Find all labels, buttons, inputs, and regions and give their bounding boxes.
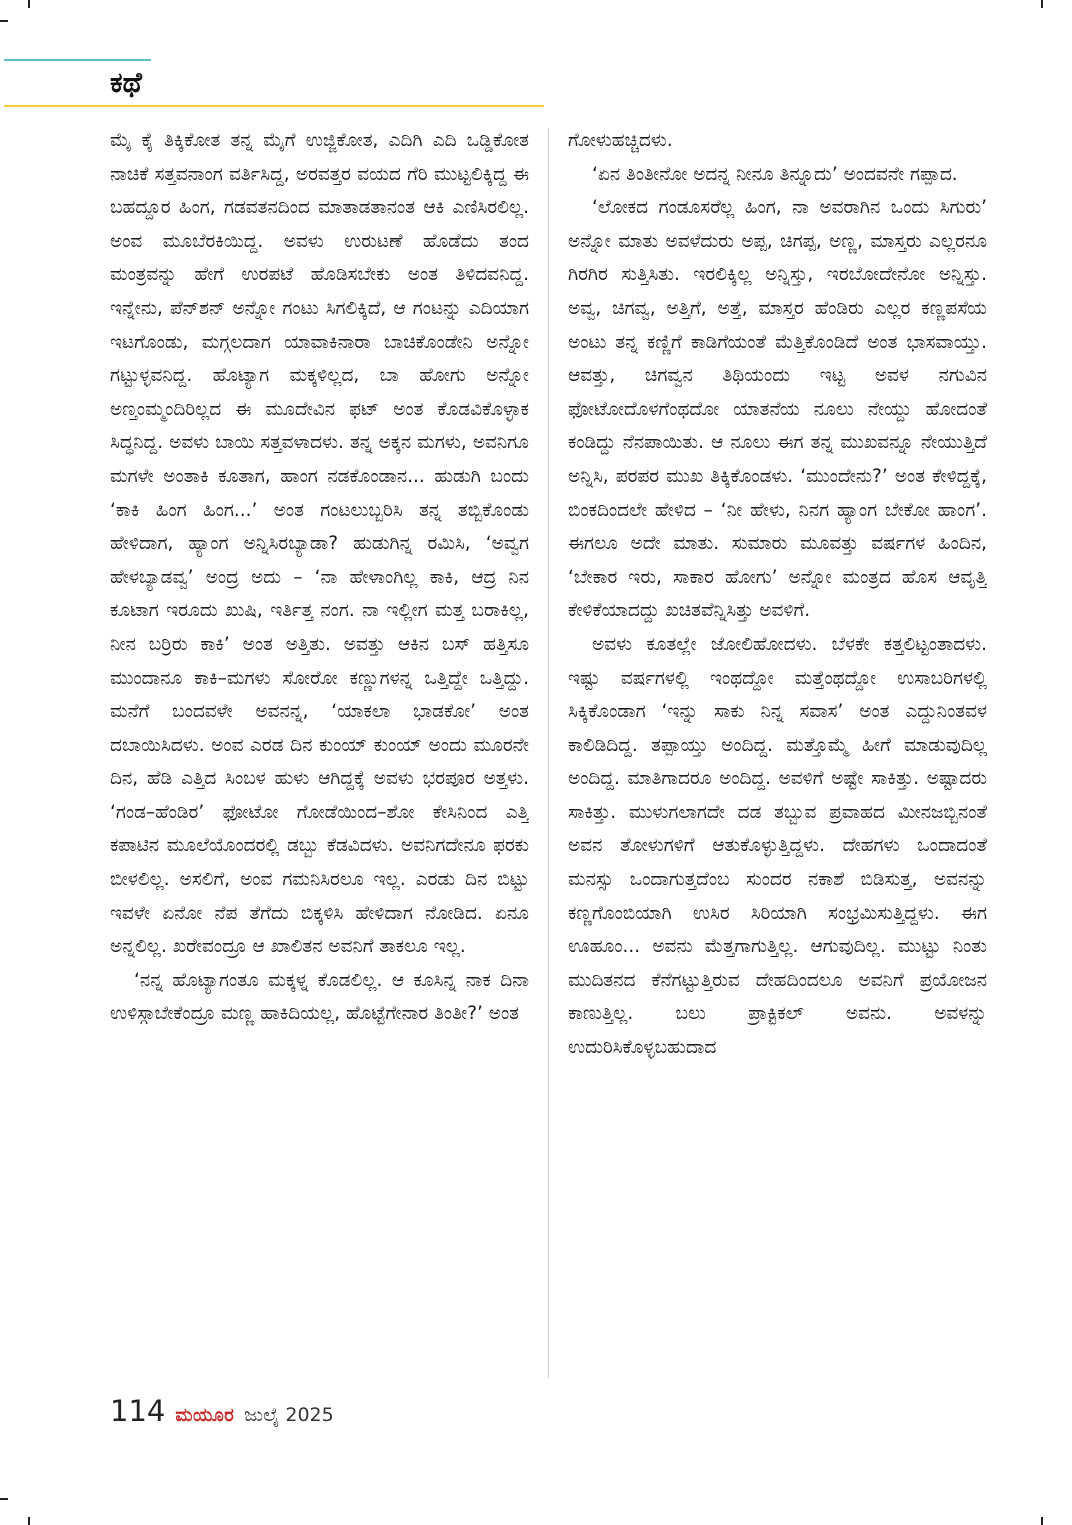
column-divider bbox=[548, 128, 549, 1378]
paragraph: ಮೈ ಕೈ ತಿಕ್ಕಿಕೋತ ತನ್ನ ಮೈಗೆ ಉಜ್ಜಿಕೋತ, ಎದಿಗಿ ಎದಿ ಒಡ್ಡಿಕೋತ ನಾಚಿಕೆ ಸತ್ತವನಾಂಗ ವರ್ತಿಸಿದ್ದ, ಅರವತ್ತರ ವಯದ ಗೆರಿ ಮುಟ್ಟಲಿಕ್ಕಿದ್ದ ಈ ಬಹದ್ದೂರ ಹಿಂಗ, ಗಡವತನದಿಂದ ಮಾತಾಡತಾನಂತ ಆಕಿ ಎಣಿಸಿರಲಿಲ್ಲ. ಅಂವ ಮೂಬೆರಕಿಯಿದ್ದ. ಅವಳು ಉರುಟಣೆ ಹೊಡೆದು ತಂದ ಮಂತ್ರವನ್ನು ಹೇಗೆ ಉರಪಟೆ ಹೊಡಿಸಬೇಕು ಅಂತ ತಿಳಿದವನಿದ್ದ. ಇನ್ನೇನು, ಪೆನ್‌ಶನ್ ಅನ್ನೋ ಗಂಟು ಸಿಗಲಿಕ್ಕಿದೆ, ಆ ಗಂಟನ್ನು ಎದಿಯಾಗ ಇಟಗೊಂಡು, ಮಗ್ಗಲದಾಗ ಯಾವಾಕಿನಾರಾ ಬಾಚಿಕೊಂಡೇನಿ ಅನ್ನೋ ಗಟ್ಟುಳ್ಳವನಿದ್ದ. ಹೊಟ್ಯಾಗ ಮಕ್ಕಳಿಲ್ಲದ, ಬಾ ಹೋಗು ಅನ್ನೋ ಅಣ್ತಂಮ್ಮಂದಿರಿಲ್ಲದ ಈ ಮೂದೇವಿನ ಫಟ್ ಅಂತ ಕೊಡವಿಕೊಳ್ಳಾಕ ಸಿದ್ಧನಿದ್ದ. ಅವಳು ಬಾಯಿ ಸತ್ತವಳಾದಳು. ತನ್ನ ಅಕ್ಕನ ಮಗಳು, ಅವನಿಗೂ ಮಗಳೇ ಅಂತಾಕಿ ಕೂತಾಗ, ಹಾಂಗ ನಡಕೊಂಡಾನ... ಹುಡುಗಿ ಬಂದು ‘ಕಾಕಿ ಹಿಂಗ ಹಿಂಗ...’ ಅಂತ ಗಂಟಲುಬ್ಬರಿಸಿ ತನ್ನ ತಬ್ಬಿಕೊಂಡು ಹೇಳಿದಾಗ, ಹ್ಯಾಂಗ ಅನ್ನಿಸಿರಬ್ಯಾಡಾ? ಹುಡುಗಿನ್ನ ರಮಿಸಿ, ‘ಅವ್ವಗ ಹೇಳಬ್ಯಾಡವ್ವ’ ಅಂದ್ರ ಅದು – ‘ನಾ ಹೇಳಾಂಗಿಲ್ಲ ಕಾಕಿ, ಆದ್ರ ನಿನ ಕೂಟಾಗ ಇರೂದು ಖುಷಿ, ಇರ್ತಿತ್ತ ನಂಗ. ನಾ ಇಲ್ಲೀಗ ಮತ್ತ ಬರಾಕಿಲ್ಲ, ನೀನ ಬರ್ರಿರು ಕಾಕಿ’ ಅಂತ ಅತ್ತಿತು. ಅವತ್ತು ಆಕಿನ ಬಸ್ ಹತ್ತಿಸೂ ಮುಂದಾನೂ ಕಾಕಿ–ಮಗಳು ಸೋರೋ ಕಣ್ಣುಗಳನ್ನ ಒತ್ತಿದ್ದೇ ಒತ್ತಿದ್ದು. ಮನೆಗೆ ಬಂದವಳೇ ಅವನನ್ನ, ‘ಯಾಕಲಾ ಭಾಡಕೋ’ ಅಂತ ದಬಾಯಿಸಿದಳು. ಅಂವ ಎರಡ ದಿನ ಕುಂಯ್ ಕುಂಯ್ ಅಂದು ಮೂರನೇ ದಿನ, ಹೆಡಿ ಎತ್ತಿದ ಸಿಂಬಳ ಹುಳು ಆಗಿದ್ದಕ್ಕೆ ಅವಳು ಭರಪೂರ ಅತ್ತಳು. ‘ಗಂಡ–ಹೆಂಡಿರ’ ಫೋಟೋ ಗೋಡೆಯಿಂದ–ಶೋ ಕೇಸಿನಿಂದ ಎತ್ತಿ ಕಪಾಟಿನ ಮೂಲೆಯೊಂದರಲ್ಲಿ ಡಬ್ಬು ಕೆಡವಿದಳು. ಅವನಿಗದೇನೂ ಫರಕು ಬೀಳಲಿಲ್ಲ. ಅಸಲಿಗೆ, ಅಂವ ಗಮನಿಸಿರಲೂ ಇಲ್ಲ. ಎರಡು ದಿನ ಬಿಟ್ಟು ಇವಳೇ ಏನೋ ನೆಪ ತೆಗೆದು ಬಿಕ್ಕಳಿಸಿ ಹೇಳಿದಾಗ ನೋಡಿದ. ಏನೂ ಅನ್ನಲಿಲ್ಲ. ಖರೇವಂದ್ರೂ ಆ ಖಾಲಿತನ ಅವನಿಗೆ ತಾಕಲೂ ಇಲ್ಲ. bbox=[110, 130, 529, 958]
crop-mark bbox=[28, 0, 30, 8]
issue-date: ಜುಲೈ 2025 bbox=[244, 1404, 334, 1426]
paragraph: ಅವಳು ಕೂತಲ್ಲೇ ಜೋಲಿಹೋದಳು. ಬೆಳಕೇ ಕತ್ತಲಿಟ್ಟಂತಾದಳು. ಇಷ್ಟು ವರ್ಷಗಳಲ್ಲಿ ಇಂಥದ್ದೋ ಮತ್ತೆಂಥದ್ದೋ ಉಸಾಬರಿಗಳಲ್ಲಿ ಸಿಕ್ಕಿಕೊಂಡಾಗ ‘ಇನ್ನು ಸಾಕು ನಿನ್ನ ಸವಾಸ’ ಅಂತ ಎದ್ದುನಿಂತವಳ ಕಾಲಿಡಿದಿದ್ದ. ತಪ್ಪಾಯ್ತು ಅಂದಿದ್ದ. ಮತ್ತೊಮ್ಮೆ ಹೀಗೆ ಮಾಡುವುದಿಲ್ಲ ಅಂದಿದ್ದ. ಮಾತಿಗಾದರೂ ಅಂದಿದ್ದ. ಅವಳಿಗೆ ಅಷ್ಟೇ ಸಾಕಿತ್ತು. ಅಷ್ಟಾದರು ಸಾಕಿತ್ತು. ಮುಳುಗಲಾಗದೇ ದಡ ತಬ್ಬುವ ಪ್ರವಾಹದ ಮೀನಜಬ್ಬಿನಂತೆ ಅವನ ತೋಳುಗಳಿಗೆ ಆತುಕೊಳ್ಳುತ್ತಿದ್ದಳು. ದೇಹಗಳು ಒಂದಾದಂತೆ ಮನಸ್ಸು ಒಂದಾಗುತ್ತದೆಂಬ ಸುಂದರ ನಕಾಶೆ ಬಿಡಿಸುತ್ತ, ಅವನನ್ನು ಕಣ್ಣಗೊಂಬಿಯಾಗಿ ಉಸಿರ ಸಿರಿಯಾಗಿ ಸಂಭ್ರಮಿಸುತ್ತಿದ್ದಳು. ಈಗ ಊಹೂಂ... ಅವನು ಮೆತ್ತಗಾಗುತ್ತಿಲ್ಲ. ಆಗುವುದಿಲ್ಲ. ಮುಟ್ಟು ನಿಂತು ಮುದಿತನದ ಕೆನೆಗಟ್ಟುತ್ತಿರುವ ದೇಹದಿಂದಲೂ ಅವನಿಗೆ ಪ್ರಯೋಜನ ಕಾಣುತ್ತಿಲ್ಲ. ಬಲು ಪ್ರಾಕ್ಟಿಕಲ್ ಅವನು. ಅವಳನ್ನು ಉದುರಿಸಿಕೊಳ್ಳಬಹುದಾದ bbox=[568, 633, 987, 1059]
paragraph: ‘ನನ್ನ ಹೊಟ್ಯಾಗಂತೂ ಮಕ್ಕಳ್ನ ಕೊಡಲಿಲ್ಲ. ಆ ಕೂಸಿನ್ನ ನಾಕ ದಿನಾ ಉಳಿಸ್ಗಾಬೇಕೆಂದ್ರೂ ಮಣ್ಣ ಹಾಕಿದಿಯಲ್ಲ, ಹೊಟ್ಟೆಗೇನಾರ ತಿಂತೀ?’ ಅಂತ bbox=[110, 969, 529, 1025]
crop-mark bbox=[0, 1498, 8, 1500]
text-column-left bbox=[110, 124, 529, 1380]
crop-mark bbox=[1041, 1517, 1043, 1525]
header-underline-rule bbox=[4, 105, 544, 107]
paragraph: ‘ಲೋಕದ ಗಂಡೂಸರೆಲ್ಲ ಹಿಂಗ, ನಾ ಅವರಾಗಿನ ಒಂದು ಸಿಗುರು’ ಅನ್ನೋ ಮಾತು ಅವಳೆದುರು ಅಪ್ಪ, ಚಿಗಪ್ಪ, ಅಣ್ಣ, ಮಾಸ್ತರು ಎಲ್ಲರನೂ ಗಿರಗಿರ ಸುತ್ತಿಸಿತು. ಇರಲಿಕ್ಕಿಲ್ಲ ಅನ್ನಿಸ್ತು, ಇರಬೋದೇನೋ ಅನ್ನಿಸ್ತು. ಅವ್ವ, ಚಿಗವ್ವ, ಅತ್ತಿಗೆ, ಅತ್ತೆ, ಮಾಸ್ತರ ಹೆಂಡಿರು ಎಲ್ಲರ ಕಣ್ಣಪಸೆಯ ಅಂಟು ತನ್ನ ಕಣ್ಣಿಗೆ ಕಾಡಿಗೆಯಂತೆ ಮೆತ್ತಿಕೊಂಡಿದೆ ಅಂತ ಭಾಸವಾಯ್ತು. ಆವತ್ತು, ಚಿಗವ್ವನ ತಿಥಿಯಂದು ಇಟ್ಟ ಅವಳ ನಗುವಿನ ಫೋಟೋದೊಳಗೆಂಥದೋ ಯಾತನೆಯ ನೂಲು ನೇಯ್ದು ಹೋದಂತೆ ಕಂಡಿದ್ದು ನೆನಪಾಯಿತು. ಆ ನೂಲು ಈಗ ತನ್ನ ಮುಖವನ್ನೂ ನೇಯುತ್ತಿದೆ ಅನ್ನಿಸಿ, ಪರಪರ ಮುಖ ತಿಕ್ಕಿಕೊಂಡಳು. ‘ಮುಂದೇನು?’ ಅಂತ ಕೇಳಿದ್ದಕ್ಕೆ, ಬಿಂಕದಿಂದಲೇ ಹೇಳಿದ – ‘ನೀ ಹೇಳು, ನಿನಗ ಹ್ಯಾಂಗ ಬೇಕೋ ಹಾಂಗ’. ಈಗಲೂ ಅದೇ ಮಾತು. ಸುಮಾರು ಮೂವತ್ತು ವರ್ಷಗಳ ಹಿಂದಿನ, ‘ಬೇಕಾರ ಇರು, ಸಾಕಾರ ಹೋಗು’ ಅನ್ನೋ ಮಂತ್ರದ ಹೊಸ ಆವೃತ್ತಿ ಕೇಳಿಕೆಯಾದದ್ದು ಖಚಿತವೆನ್ನಿಸಿತ್ತು ಅವಳಿಗೆ. bbox=[568, 197, 987, 622]
crop-mark bbox=[0, 20, 8, 22]
magazine-logo: ಮಯೂರ bbox=[175, 1405, 235, 1426]
paragraph: ‘ಏನ ತಿಂತೀನೋ ಅದನ್ನ ನೀನೂ ತಿನ್ನೂದು’ ಅಂದವನೇ ಗಪ್ಪಾದ. bbox=[592, 163, 958, 185]
page-number: 114 bbox=[110, 1394, 166, 1428]
paragraph: ಗೋಳುಹಚ್ಚಿದಳು. bbox=[568, 130, 673, 151]
crop-mark bbox=[1041, 0, 1043, 8]
text-column-right bbox=[568, 124, 987, 1380]
header-accent-rule bbox=[4, 59, 151, 61]
section-title: ಕಥೆ bbox=[110, 66, 142, 99]
page-footer bbox=[110, 1394, 334, 1430]
crop-mark bbox=[28, 1517, 30, 1525]
